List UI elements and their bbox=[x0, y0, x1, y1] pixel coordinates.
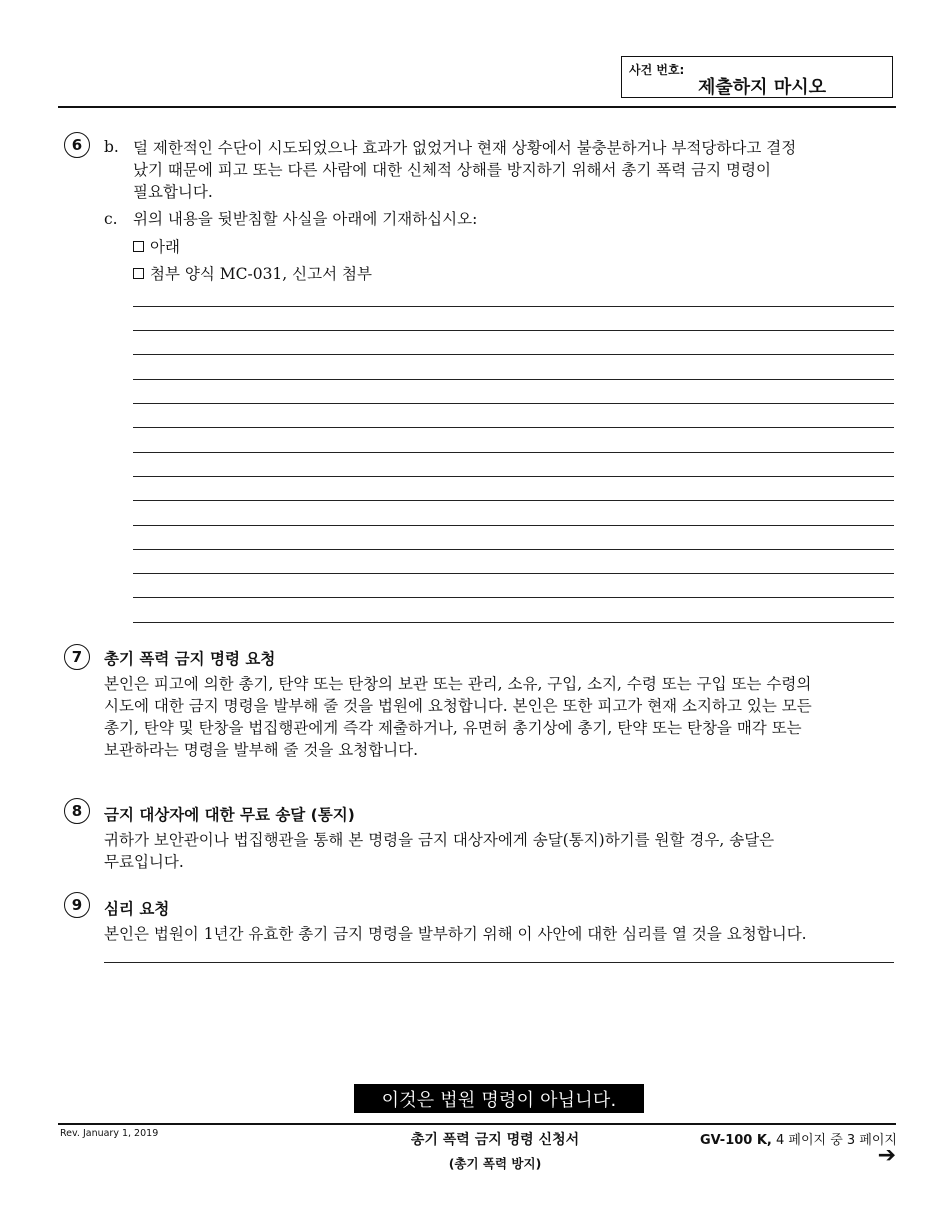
section-6b-text bbox=[133, 137, 796, 203]
section-7-title: 총기 폭력 금지 명령 요청 bbox=[104, 650, 276, 668]
revision-date: Rev. January 1, 2019 bbox=[60, 1128, 159, 1139]
case-number-value: 제출하지 마시오 bbox=[698, 77, 826, 98]
section-7-line-1: 본인은 피고에 의한 총기, 탄약 또는 탄창의 보관 또는 관리, 소유, 구입, 소지, 수령 또는 구입 또는 수령의 bbox=[104, 675, 812, 693]
form-title: 총기 폭력 금지 명령 신청서 bbox=[410, 1132, 580, 1148]
option-attachment[interactable] bbox=[133, 262, 372, 284]
section-7-text bbox=[104, 673, 812, 761]
facts-line-1[interactable] bbox=[133, 306, 894, 307]
facts-line-10[interactable] bbox=[133, 525, 894, 526]
section-6-number: 6 bbox=[64, 132, 90, 158]
section-8-number: 8 bbox=[64, 798, 90, 824]
option-below-checkbox[interactable] bbox=[133, 241, 144, 252]
option-attachment-label: 첨부 양식 MC-031, 신고서 첨부 bbox=[150, 265, 372, 283]
section-9-text: 본인은 법원이 1년간 유효한 총기 금지 명령을 발부하기 위해 이 사안에 대한 심리를 열 것을 요청합니다. bbox=[104, 925, 807, 943]
section-6c-text: 위의 내용을 뒷받침할 사실을 아래에 기재하십시오: bbox=[133, 210, 478, 228]
option-below[interactable] bbox=[133, 235, 180, 257]
section-6b-line-3: 필요합니다. bbox=[133, 183, 213, 201]
section-9-title: 심리 요청 bbox=[104, 900, 170, 918]
facts-line-2[interactable] bbox=[133, 330, 894, 331]
facts-line-6[interactable] bbox=[133, 427, 894, 428]
facts-line-3[interactable] bbox=[133, 354, 894, 355]
section-7-number: 7 bbox=[64, 644, 90, 670]
facts-line-8[interactable] bbox=[133, 476, 894, 477]
section-9-number: 9 bbox=[64, 892, 90, 918]
facts-line-4[interactable] bbox=[133, 379, 894, 380]
form-number: GV-100 K, bbox=[700, 1133, 772, 1148]
header-divider bbox=[58, 106, 896, 108]
footer-divider bbox=[58, 1123, 896, 1125]
facts-line-11[interactable] bbox=[133, 549, 894, 550]
option-below-label: 아래 bbox=[150, 238, 180, 256]
facts-line-5[interactable] bbox=[133, 403, 894, 404]
section-7-line-3: 총기, 탄약 및 탄창을 법집행관에게 즉각 제출하거나, 유면허 총기상에 총기, 탄약 또는 탄창을 매각 또는 bbox=[104, 719, 802, 737]
not-a-court-order-banner: 이것은 법원 명령이 아닙니다. bbox=[354, 1084, 644, 1113]
case-number-label: 사건 번호: bbox=[629, 63, 685, 77]
section-6b-line-2: 났기 때문에 피고 또는 다른 사람에 대한 신체적 상해를 방지하기 위해서 총기 폭력 금지 명령이 bbox=[133, 161, 771, 179]
facts-line-13[interactable] bbox=[133, 597, 894, 598]
facts-line-14[interactable] bbox=[133, 622, 894, 623]
section-7-line-4: 보관하라는 명령을 발부해 줄 것을 요청합니다. bbox=[104, 741, 419, 759]
page-info: 4 페이지 중 3 페이지 bbox=[776, 1133, 897, 1148]
option-attachment-checkbox[interactable] bbox=[133, 268, 144, 279]
form-id bbox=[700, 1129, 897, 1148]
section-6c-marker: c. bbox=[104, 210, 118, 228]
section-6b-marker: b. bbox=[104, 138, 119, 156]
facts-line-7[interactable] bbox=[133, 452, 894, 453]
case-number-box bbox=[621, 56, 893, 98]
next-page-arrow-icon: ➔ bbox=[877, 1143, 896, 1168]
section-8-line-2: 무료입니다. bbox=[104, 853, 184, 871]
section-8-title: 금지 대상자에 대한 무료 송달 (통지) bbox=[104, 806, 355, 824]
facts-line-9[interactable] bbox=[133, 500, 894, 501]
facts-line-12[interactable] bbox=[133, 573, 894, 574]
section-9-signature-line bbox=[104, 962, 894, 963]
form-subtitle: (총기 폭력 방지) bbox=[448, 1156, 542, 1171]
section-8-text bbox=[104, 829, 774, 873]
section-7-line-2: 시도에 대한 금지 명령을 발부해 줄 것을 법원에 요청합니다. 본인은 또한 피고가 현재 소지하고 있는 모든 bbox=[104, 697, 812, 715]
section-6b-line-1: 덜 제한적인 수단이 시도되었으나 효과가 없었거나 현재 상황에서 불충분하거나 부적당하다고 결정 bbox=[133, 139, 797, 157]
section-8-line-1: 귀하가 보안관이나 법집행관을 통해 본 명령을 금지 대상자에게 송달(통지)하기를 원할 경우, 송달은 bbox=[104, 831, 775, 849]
